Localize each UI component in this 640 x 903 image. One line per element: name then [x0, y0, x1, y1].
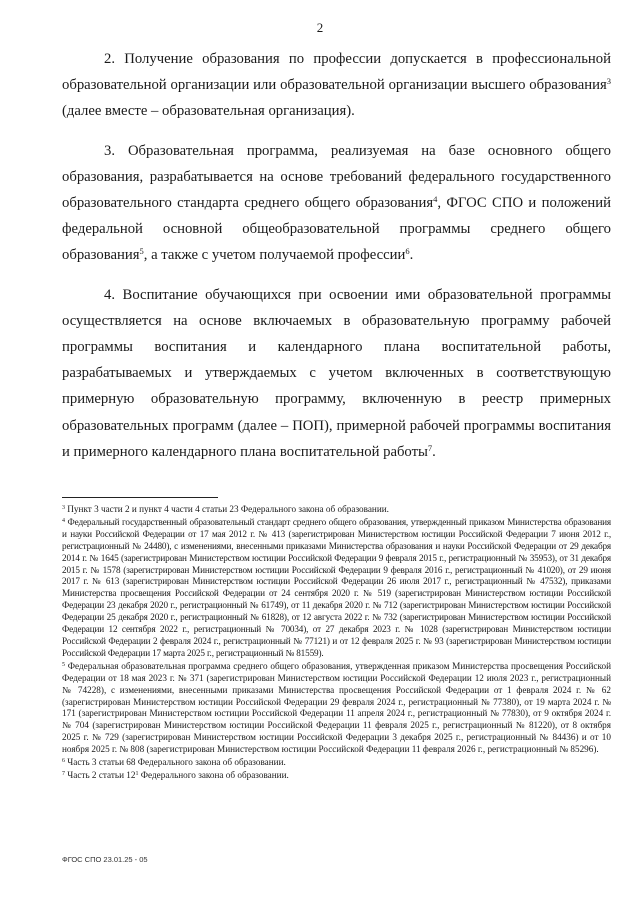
footnotes [62, 504, 611, 783]
footnote-separator [62, 497, 218, 498]
footnote-5: $^5$ Федеральная образовательная программа среднего общего образования, утвержденная приказом Министерства просвещения Российской Федерации от 18 мая 2023 г. № 371 (зарегистрирован Министерством юстиции Российской Федерации 12 июля 2023 г., регистрационный № 74228), с изменениями, внесенными приказами Министерства просвещения Российской Федерации от 1 февраля 2024 г. № 62 (зарегистрирован Министерством юстиции Российской Федерации 29 февраля 2024 г., регистрационный № 77380), от 19 марта 2024 г. № 171 (зарегистрирован Министерством юстиции Российской Федерации 11 апреля 2024 г., регистрационный № 77830), от 9 октября 2024 г. № 704 (зарегистрирован Министерством юстиции Российской Федерации 11 февраля 2025 г., регистрационный № 81220), от 8 октября 2025 г. № 729 (зарегистрирован Министерством юстиции Российской Федерации 3 декабря 2025 г., регистрационный № 84436) и от 10 ноября 2025 г. № 808 (зарегистрирован Министерством юстиции Российской Федерации 11 февраля 2026 г., регистрационный № 85296). [62, 660, 611, 755]
footnote-7: $^7$ Часть 2 статьи $12^1$ Федерального закона об образовании. [62, 769, 289, 780]
footnote-ref-6: 6 [405, 246, 410, 257]
footnote-ref-3: 3 [606, 76, 611, 87]
footnote-ref-4: 4 [433, 194, 438, 205]
footnote-3: $^3$ Пункт 3 части 2 и пункт 4 части 4 статьи 23 Федерального закона об образовании. [62, 504, 389, 514]
page-number: 2 [316, 20, 324, 35]
footnote-6: $^6$ Часть 3 статьи 68 Федерального закона об образовании. [62, 757, 286, 768]
footnote-ref-7: 7 [427, 442, 433, 453]
paragraph-2: 2. Получение образования по профессии допускается в профессиональной образовательной организации или образовательной организации высшего образования$^3$ (далее вместе – образовательная организация). [62, 51, 611, 120]
document-code: ФГОС СПО 23.01.25 - 05 [62, 855, 148, 864]
paragraph-4: 4. Воспитание обучающихся при освоении ими образовательной программы осуществляется на основе включаемых в образовательную программу рабочей программы воспитания и календарного плана воспитательной работы, разрабатываемых и утверждаемых с учетом включенных в соответствующую примерную образовательную программу, включенную в реестр примерных образовательных программ (далее – ПОП), примерной рабочей программы воспитания и примерного календарного плана воспитательной работы$^7$. [62, 286, 611, 460]
paragraph-3: 3. Образовательная программа, реализуемая на базе основного общего образования, разрабатывается на основе требований федерального государственного образовательного стандарта среднего общего образования$^4$, ФГОС СПО и положений федеральной основной общеобразовательной программы среднего общего образования$^5$, а также с учетом получаемой профессии$^6$. [62, 142, 611, 264]
footnote-4: $^4$ Федеральный государственный образовательный стандарт среднего общего образования, утвержденный приказом Министерства образования и науки Российской Федерации от 17 мая 2012 г. № 413 (зарегистрирован Министерством юстиции Российской Федерации 7 июня 2012 г., регистрационный № 24480), с изменениями, внесенными приказами Министерства образования и науки Российской Федерации от 29 декабря 2014 г. № 1645 (зарегистрирован Министерством юстиции Российской Федерации 9 февраля 2015 г., регистрационный № 35953), от 31 декабря 2015 г. № 1578 (зарегистрирован Министерством юстиции Российской Федерации 9 февраля 2016 г., регистрационный № 41020), от 29 июня 2017 г. № 613 (зарегистрирован Министерством юстиции Российской Федерации 26 июля 2017 г., регистрационный № 47532), приказами Министерства просвещения Российской Федерации от 24 сентября 2020 г. № 519 (зарегистрирован Министерством юстиции Российской Федерации 23 декабря 2020 г., регистрационный № 61749), от 11 декабря 2020 г. № 712 (зарегистрирован Министерством юстиции Российской Федерации 25 декабря 2020 г., регистрационный № 61828), от 12 августа 2022 г. № 732 (зарегистрирован Министерством юстиции Российской Федерации 12 сентября 2022 г., регистрационный № 70034), от 27 декабря 2023 г. № 1028 (зарегистрирован Министерством юстиции Российской Федерации 2 февраля 2024 г., регистрационный № 77121) и от 12 февраля 2025 г. № 93 (зарегистрирован Министерством юстиции Российской Федерации 17 марта 2025 г., регистрационный № 81559). [62, 516, 611, 658]
body-text [62, 46, 611, 478]
footnote-ref-5: 5 [139, 246, 144, 257]
